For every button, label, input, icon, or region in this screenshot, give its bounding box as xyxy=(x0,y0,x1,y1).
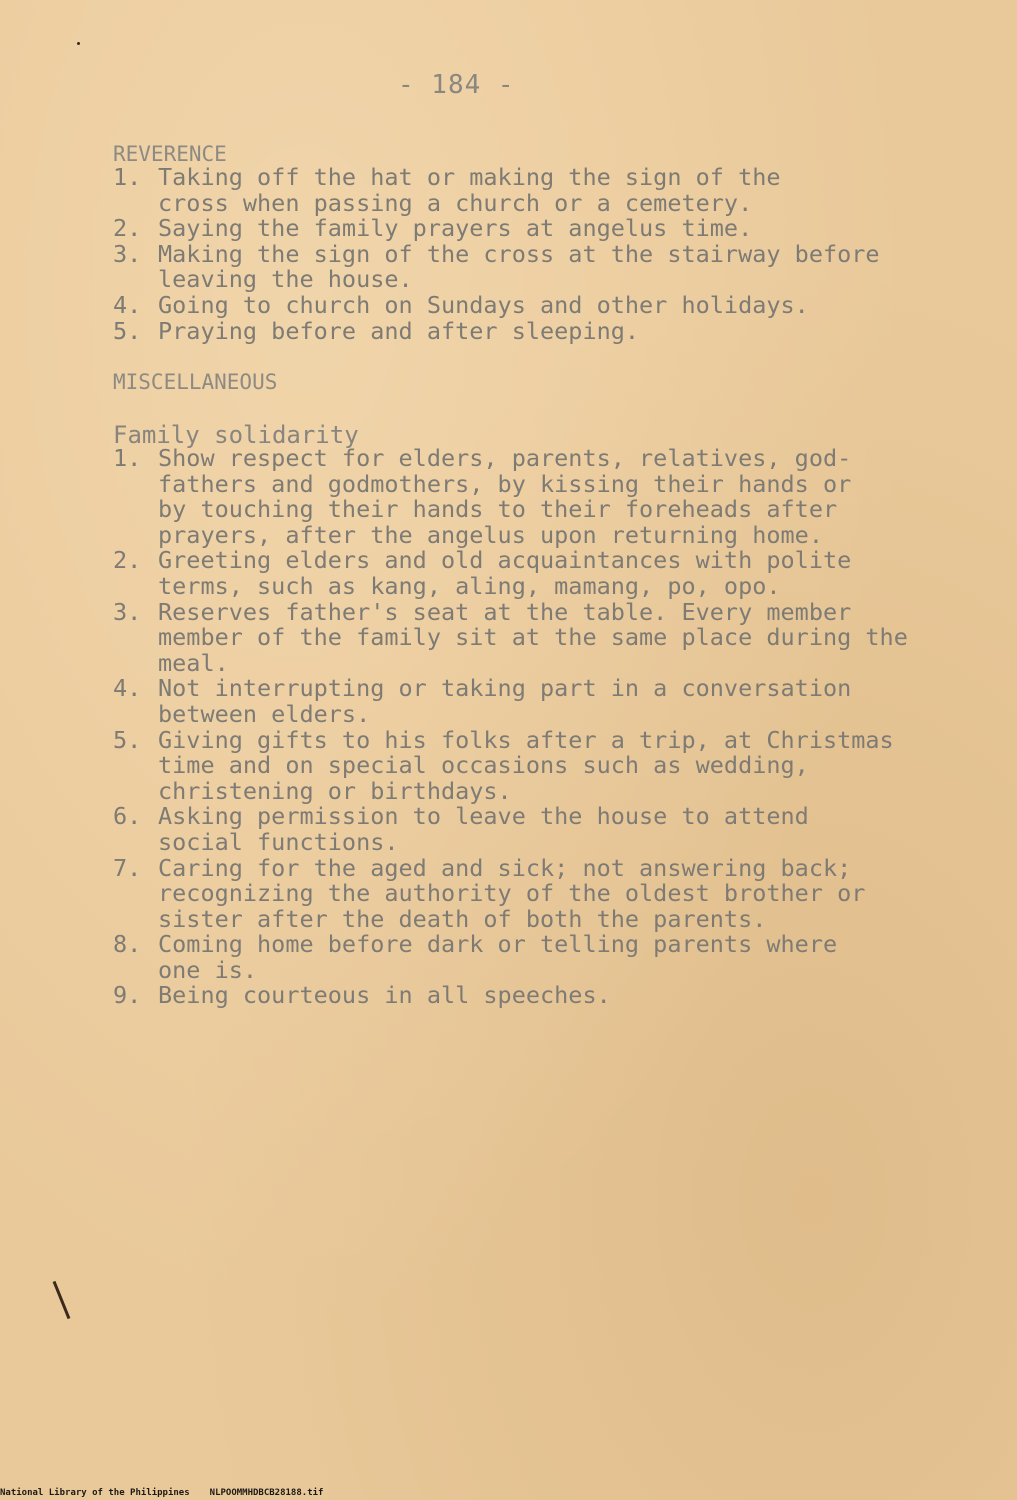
list-item xyxy=(113,725,908,805)
list-item xyxy=(113,446,908,548)
item-text: Show respect for elders, parents, relatives, god- fathers and godmothers, by kissing their hands or by touching their hands to their foreheads after prayers, after the angelus upon returning home. xyxy=(158,444,852,549)
family-solidarity-subheading: Family solidarity xyxy=(113,421,359,449)
list-item xyxy=(113,165,880,216)
item-text: Going to church on Sundays and other holidays. xyxy=(158,290,809,319)
reverence-heading: REVERENCE xyxy=(113,142,227,166)
item-number: 4. xyxy=(113,674,142,703)
archive-footer xyxy=(0,1488,323,1498)
paper-speck xyxy=(77,42,80,45)
page-number: - 184 - xyxy=(398,70,515,100)
item-text: Being courteous in all speeches. xyxy=(158,981,611,1010)
item-number: 5. xyxy=(113,725,142,754)
item-text: Reserves father's seat at the table. Every member member of the family sit at the same place during the meal. xyxy=(158,597,908,677)
list-item xyxy=(113,597,908,677)
item-text: Taking off the hat or making the sign of the cross when passing a church or a cemetery. xyxy=(158,163,781,217)
item-number: 4. xyxy=(113,290,142,319)
item-text: Making the sign of the cross at the stairway before leaving the house. xyxy=(158,239,880,294)
list-item xyxy=(113,548,908,599)
list-item xyxy=(113,804,908,855)
list-item xyxy=(113,290,880,319)
item-number: 6. xyxy=(113,802,142,831)
item-text: Not interrupting or taking part in a conversation between elders. xyxy=(158,674,852,728)
item-text: Saying the family prayers at angelus time. xyxy=(158,214,753,243)
item-text: Praying before and after sleeping. xyxy=(158,316,640,345)
list-item xyxy=(113,676,908,727)
item-number: 2. xyxy=(113,214,142,243)
list-item xyxy=(113,316,880,345)
item-text: Coming home before dark or telling parents where one is. xyxy=(158,930,838,984)
item-text: Asking permission to leave the house to attend social functions. xyxy=(158,802,809,856)
item-number: 8. xyxy=(113,930,142,959)
item-number: 7. xyxy=(113,853,142,882)
item-text: Greeting elders and old acquaintances with polite terms, such as kang, aling, mamang, po, opo. xyxy=(158,546,852,600)
list-item xyxy=(113,983,908,1009)
item-number: 3. xyxy=(113,597,142,626)
pen-mark xyxy=(53,1281,71,1319)
list-item xyxy=(113,239,880,294)
item-text: Caring for the aged and sick; not answering back; recognizing the authority of the oldest brother or sister after the death of both the parents. xyxy=(158,853,866,933)
list-item xyxy=(113,216,880,242)
list-item xyxy=(113,853,908,933)
file-name: NLPOOMMHDBCB28188.tif xyxy=(209,1488,324,1498)
item-number: 9. xyxy=(113,981,142,1010)
list-item xyxy=(113,932,908,983)
item-number: 3. xyxy=(113,239,142,268)
item-number: 2. xyxy=(113,546,142,575)
family-solidarity-list xyxy=(113,446,908,1009)
item-text: Giving gifts to his folks after a trip, at Christmas time and on special occasions such as wedding, christening or birthdays. xyxy=(158,725,894,805)
item-number: 1. xyxy=(113,444,142,472)
reverence-list xyxy=(113,165,880,344)
miscellaneous-heading: MISCELLANEOUS xyxy=(113,370,278,394)
item-number: 5. xyxy=(113,316,142,345)
item-number: 1. xyxy=(113,163,142,191)
library-label: National Library of the Philippines xyxy=(0,1488,190,1498)
